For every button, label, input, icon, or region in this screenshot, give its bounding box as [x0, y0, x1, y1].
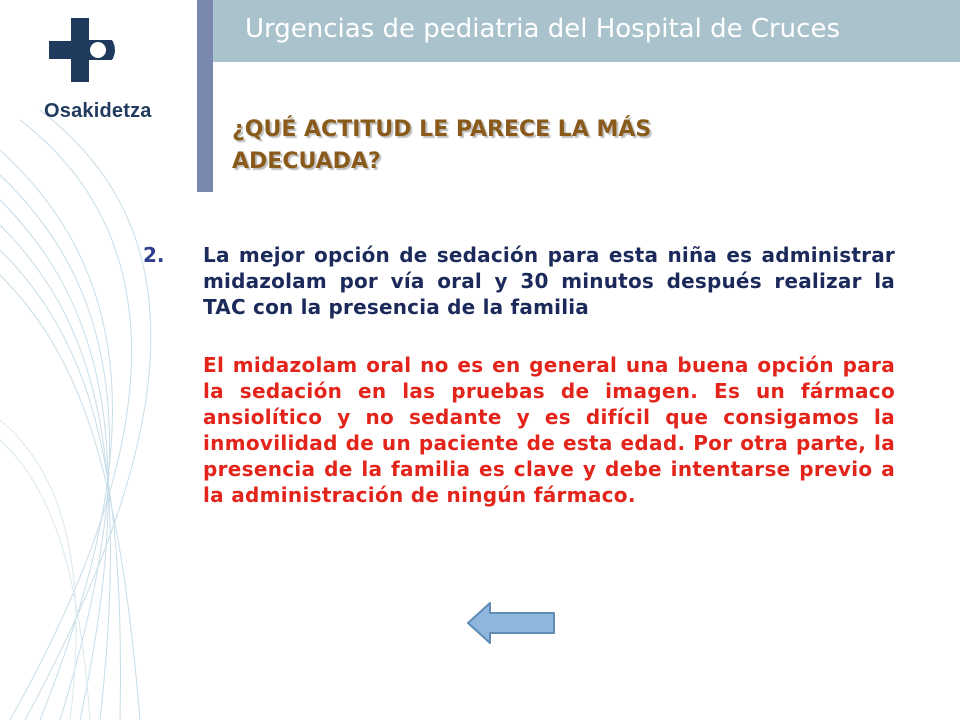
vertical-accent-bar	[197, 0, 213, 192]
question-line-1: ¿QUÉ ACTITUD LE PARECE LA MÁS	[232, 117, 652, 142]
left-arrow-icon[interactable]	[466, 601, 558, 645]
option-number: 2.	[143, 243, 165, 267]
header-bar	[213, 0, 960, 62]
answer-option-item	[143, 242, 895, 508]
slide-question	[232, 114, 792, 178]
osakidetza-logo-icon	[45, 14, 117, 86]
answer-explanation: El midazolam oral no es en general una buena opción para la sedación en las pruebas de imagen. Es un fármaco ansiolítico y no sedante y es difícil que consigamos la inmovilidad de un paciente de esta edad. Por otra parte, la presencia de la familia es clave y debe intentarse previo a la administración de ningún fármaco.	[203, 353, 895, 507]
question-line-2: ADECUADA?	[232, 149, 381, 174]
option-text: La mejor opción de sedación para esta niña es administrar midazolam por vía oral y 30 minutos después realizar la TAC con la presencia de la familia	[203, 243, 895, 319]
header-title: Urgencias de pediatria del Hospital de Cruces	[245, 14, 840, 44]
brand-name: Osakidetza	[44, 100, 152, 122]
